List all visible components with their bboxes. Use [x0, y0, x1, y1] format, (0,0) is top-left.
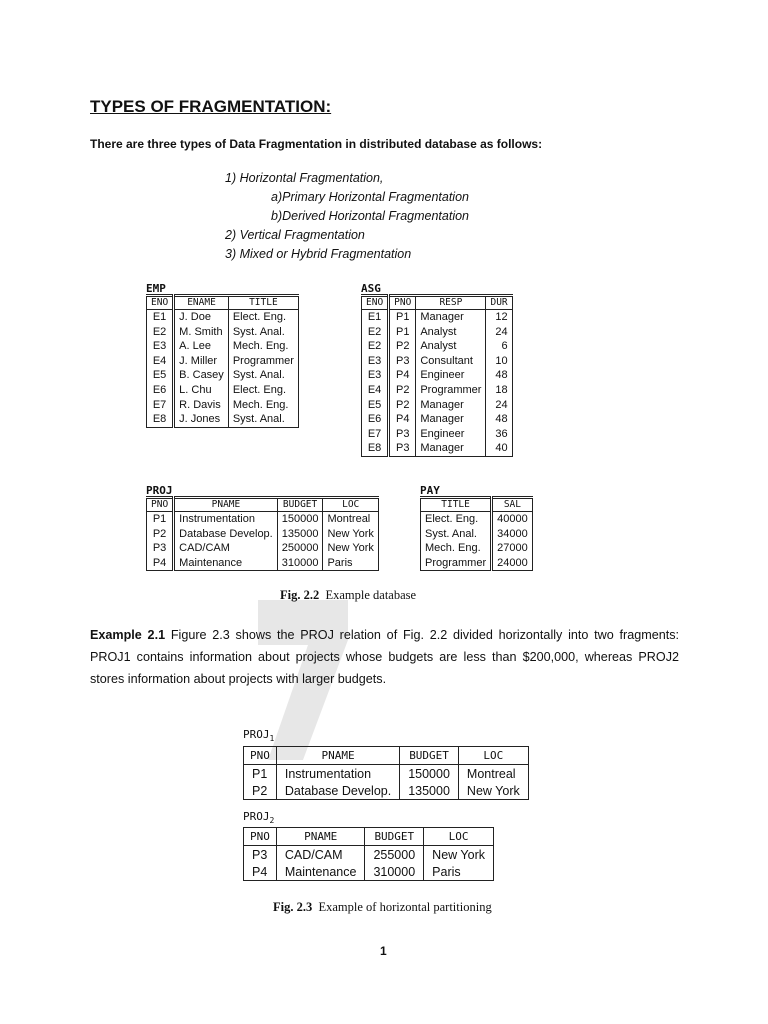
- emp-cell-eno: E8: [147, 412, 174, 427]
- proj1-header-row: [244, 747, 529, 765]
- pay-cell-title: Elect. Eng.: [421, 512, 492, 527]
- asg-cell-resp: Engineer: [416, 427, 486, 442]
- emp-cell-title: Programmer: [228, 354, 298, 369]
- proj2-cell-loc: New York: [424, 846, 494, 864]
- table-row: [362, 354, 513, 369]
- pay-header-row: [421, 498, 533, 512]
- figure-2-3-caption: [273, 900, 492, 915]
- proj-cell-pno: P2: [147, 527, 174, 542]
- table-row: [244, 765, 529, 783]
- table-row: [362, 412, 513, 427]
- asg-cell-dur: 40: [486, 441, 512, 456]
- proj-cell-pno: P1: [147, 512, 174, 527]
- proj2-table: [243, 827, 494, 881]
- proj-cell-pno: P3: [147, 541, 174, 556]
- emp-cell-eno: E1: [147, 310, 174, 325]
- proj-cell-loc: Montreal: [323, 512, 378, 527]
- asg-cell-resp: Analyst: [416, 339, 486, 354]
- emp-cell-eno: E7: [147, 398, 174, 413]
- proj2-header-pno: PNO: [244, 828, 277, 846]
- emp-cell-ename: J. Jones: [174, 412, 229, 427]
- emp-cell-eno: E4: [147, 354, 174, 369]
- list-item-primary-horizontal: a)Primary Horizontal Fragmentation: [271, 190, 469, 204]
- table-row: [362, 310, 513, 325]
- asg-cell-resp: Analyst: [416, 325, 486, 340]
- asg-header-dur: DUR: [486, 296, 512, 310]
- proj1-cell-pno: P2: [244, 782, 277, 800]
- proj-table: [146, 496, 379, 571]
- asg-cell-eno: E5: [362, 398, 389, 413]
- asg-cell-eno: E3: [362, 354, 389, 369]
- table-row: [147, 383, 299, 398]
- proj1-caption: [243, 728, 274, 743]
- proj1-caption-name: PROJ: [243, 728, 270, 741]
- pay-cell-title: Programmer: [421, 556, 492, 571]
- emp-cell-title: Elect. Eng.: [228, 310, 298, 325]
- asg-cell-pno: P4: [389, 368, 416, 383]
- proj-cell-pname: Instrumentation: [174, 512, 278, 527]
- proj1-caption-subscript: 1: [269, 734, 275, 744]
- asg-cell-eno: E2: [362, 339, 389, 354]
- proj1-cell-loc: New York: [458, 782, 528, 800]
- pay-caption: PAY: [420, 484, 440, 497]
- table-row: [147, 527, 379, 542]
- proj-cell-loc: New York: [323, 541, 378, 556]
- proj1-cell-budget: 150000: [400, 765, 459, 783]
- proj2-header-pname: PNAME: [276, 828, 365, 846]
- example-text: Figure 2.3 shows the PROJ relation of Fig. 2.2 divided horizontally into two fragments: PROJ1 contains information about projects whose budgets are less than $200,000, whereas PROJ2 stores information about projects with larger budgets.: [90, 628, 680, 686]
- emp-header-row: [147, 296, 299, 310]
- proj-header-pno: PNO: [147, 498, 174, 512]
- asg-cell-resp: Manager: [416, 441, 486, 456]
- proj-cell-pname: Maintenance: [174, 556, 278, 571]
- table-row: [147, 556, 379, 571]
- asg-cell-pno: P1: [389, 310, 416, 325]
- asg-cell-resp: Engineer: [416, 368, 486, 383]
- pay-header-sal: SAL: [492, 498, 533, 512]
- table-row: [362, 339, 513, 354]
- asg-cell-dur: 10: [486, 354, 512, 369]
- proj2-caption-subscript: 2: [269, 816, 275, 826]
- asg-cell-dur: 36: [486, 427, 512, 442]
- pay-cell-sal: 24000: [492, 556, 533, 571]
- asg-cell-pno: P2: [389, 383, 416, 398]
- asg-cell-dur: 48: [486, 368, 512, 383]
- emp-header-eno: ENO: [147, 296, 174, 310]
- proj-cell-loc: Paris: [323, 556, 378, 571]
- list-item-vertical: 2) Vertical Fragmentation: [225, 228, 365, 242]
- table-row: [147, 354, 299, 369]
- table-row: [362, 441, 513, 456]
- list-item-mixed: 3) Mixed or Hybrid Fragmentation: [225, 247, 412, 261]
- emp-caption: EMP: [146, 282, 166, 295]
- proj2-header-loc: LOC: [424, 828, 494, 846]
- proj1-cell-budget: 135000: [400, 782, 459, 800]
- page-heading: TYPES OF FRAGMENTATION:: [90, 97, 332, 116]
- emp-cell-eno: E6: [147, 383, 174, 398]
- table-row: [362, 383, 513, 398]
- proj2-cell-loc: Paris: [424, 863, 494, 881]
- asg-cell-dur: 12: [486, 310, 512, 325]
- example-paragraph: [90, 624, 679, 690]
- proj-cell-pname: CAD/CAM: [174, 541, 278, 556]
- asg-cell-dur: 24: [486, 398, 512, 413]
- table-row: [147, 310, 299, 325]
- table-row: [244, 863, 494, 881]
- proj-cell-budget: 135000: [277, 527, 323, 542]
- proj-header-pname: PNAME: [174, 498, 278, 512]
- asg-header-pno: PNO: [389, 296, 416, 310]
- table-row: [362, 325, 513, 340]
- proj1-cell-pname: Instrumentation: [276, 765, 399, 783]
- proj2-cell-pno: P3: [244, 846, 277, 864]
- asg-cell-resp: Consultant: [416, 354, 486, 369]
- figure-2-2-label: Fig. 2.2: [280, 588, 320, 602]
- proj1-table: [243, 746, 529, 800]
- asg-header-resp: RESP: [416, 296, 486, 310]
- proj-header-row: [147, 498, 379, 512]
- figure-2-3-text: Example of horizontal partitioning: [318, 900, 492, 914]
- table-row: [421, 556, 533, 571]
- fragmentation-types-list: [225, 169, 469, 264]
- table-row: [421, 541, 533, 556]
- asg-cell-pno: P4: [389, 412, 416, 427]
- table-row: [147, 512, 379, 527]
- pay-cell-sal: 40000: [492, 512, 533, 527]
- asg-cell-dur: 18: [486, 383, 512, 398]
- proj2-caption-name: PROJ: [243, 810, 270, 823]
- table-row: [244, 846, 494, 864]
- proj-cell-budget: 250000: [277, 541, 323, 556]
- asg-caption: ASG: [361, 282, 381, 295]
- table-row: [147, 368, 299, 383]
- emp-cell-title: Elect. Eng.: [228, 383, 298, 398]
- proj1-cell-pno: P1: [244, 765, 277, 783]
- emp-cell-ename: R. Davis: [174, 398, 229, 413]
- proj1-header-pno: PNO: [244, 747, 277, 765]
- emp-cell-ename: A. Lee: [174, 339, 229, 354]
- table-row: [421, 512, 533, 527]
- emp-cell-eno: E5: [147, 368, 174, 383]
- pay-header-title: TITLE: [421, 498, 492, 512]
- proj2-cell-budget: 255000: [365, 846, 424, 864]
- emp-cell-title: Syst. Anal.: [228, 412, 298, 427]
- proj1-header-budget: BUDGET: [400, 747, 459, 765]
- asg-cell-eno: E7: [362, 427, 389, 442]
- proj2-header-budget: BUDGET: [365, 828, 424, 846]
- asg-cell-eno: E2: [362, 325, 389, 340]
- proj-cell-pno: P4: [147, 556, 174, 571]
- asg-cell-pno: P3: [389, 441, 416, 456]
- table-row: [244, 782, 529, 800]
- proj2-cell-pname: Maintenance: [276, 863, 365, 881]
- proj1-header-loc: LOC: [458, 747, 528, 765]
- proj-header-budget: BUDGET: [277, 498, 323, 512]
- table-row: [362, 398, 513, 413]
- asg-table: [361, 294, 513, 457]
- list-item-derived-horizontal: b)Derived Horizontal Fragmentation: [271, 209, 470, 223]
- table-row: [147, 398, 299, 413]
- emp-cell-title: Syst. Anal.: [228, 368, 298, 383]
- proj1-cell-pname: Database Develop.: [276, 782, 399, 800]
- asg-cell-eno: E6: [362, 412, 389, 427]
- asg-header-eno: ENO: [362, 296, 389, 310]
- intro-paragraph: There are three types of Data Fragmentation in distributed database as follows:: [90, 137, 543, 151]
- table-row: [147, 339, 299, 354]
- example-label: Example 2.1: [90, 628, 166, 642]
- asg-cell-dur: 48: [486, 412, 512, 427]
- asg-cell-resp: Manager: [416, 310, 486, 325]
- proj2-cell-pno: P4: [244, 863, 277, 881]
- proj-header-loc: LOC: [323, 498, 378, 512]
- asg-cell-pno: P3: [389, 427, 416, 442]
- asg-cell-dur: 24: [486, 325, 512, 340]
- asg-cell-eno: E1: [362, 310, 389, 325]
- emp-header-title: TITLE: [228, 296, 298, 310]
- table-row: [362, 368, 513, 383]
- asg-cell-dur: 6: [486, 339, 512, 354]
- emp-header-ename: ENAME: [174, 296, 229, 310]
- emp-cell-eno: E2: [147, 325, 174, 340]
- pay-cell-sal: 27000: [492, 541, 533, 556]
- asg-cell-pno: P2: [389, 339, 416, 354]
- asg-cell-eno: E4: [362, 383, 389, 398]
- asg-cell-pno: P2: [389, 398, 416, 413]
- proj-cell-loc: New York: [323, 527, 378, 542]
- emp-cell-title: Syst. Anal.: [228, 325, 298, 340]
- proj2-caption: [243, 810, 274, 825]
- asg-cell-pno: P3: [389, 354, 416, 369]
- emp-cell-title: Mech. Eng.: [228, 339, 298, 354]
- pay-table: [420, 496, 533, 571]
- asg-cell-resp: Manager: [416, 398, 486, 413]
- pay-cell-title: Mech. Eng.: [421, 541, 492, 556]
- proj2-header-row: [244, 828, 494, 846]
- proj2-cell-budget: 310000: [365, 863, 424, 881]
- table-row: [147, 541, 379, 556]
- list-item-horizontal: 1) Horizontal Fragmentation,: [225, 171, 384, 185]
- asg-cell-resp: Manager: [416, 412, 486, 427]
- emp-cell-eno: E3: [147, 339, 174, 354]
- proj-caption: PROJ: [146, 484, 173, 497]
- figure-2-2-caption: [280, 588, 416, 603]
- asg-cell-pno: P1: [389, 325, 416, 340]
- table-row: [421, 527, 533, 542]
- emp-cell-ename: J. Doe: [174, 310, 229, 325]
- pay-cell-sal: 34000: [492, 527, 533, 542]
- asg-cell-eno: E3: [362, 368, 389, 383]
- proj1-cell-loc: Montreal: [458, 765, 528, 783]
- proj1-header-pname: PNAME: [276, 747, 399, 765]
- emp-cell-ename: J. Miller: [174, 354, 229, 369]
- asg-cell-eno: E8: [362, 441, 389, 456]
- emp-table: [146, 294, 299, 428]
- table-row: [147, 325, 299, 340]
- figure-2-3-label: Fig. 2.3: [273, 900, 313, 914]
- proj-cell-budget: 310000: [277, 556, 323, 571]
- proj-cell-pname: Database Develop.: [174, 527, 278, 542]
- table-row: [147, 412, 299, 427]
- figure-2-2-text: Example database: [325, 588, 417, 602]
- proj2-cell-pname: CAD/CAM: [276, 846, 365, 864]
- asg-header-row: [362, 296, 513, 310]
- emp-cell-ename: B. Casey: [174, 368, 229, 383]
- emp-cell-ename: M. Smith: [174, 325, 229, 340]
- proj-cell-budget: 150000: [277, 512, 323, 527]
- table-row: [362, 427, 513, 442]
- page-number: 1: [380, 944, 387, 958]
- asg-cell-resp: Programmer: [416, 383, 486, 398]
- pay-cell-title: Syst. Anal.: [421, 527, 492, 542]
- emp-cell-ename: L. Chu: [174, 383, 229, 398]
- emp-cell-title: Mech. Eng.: [228, 398, 298, 413]
